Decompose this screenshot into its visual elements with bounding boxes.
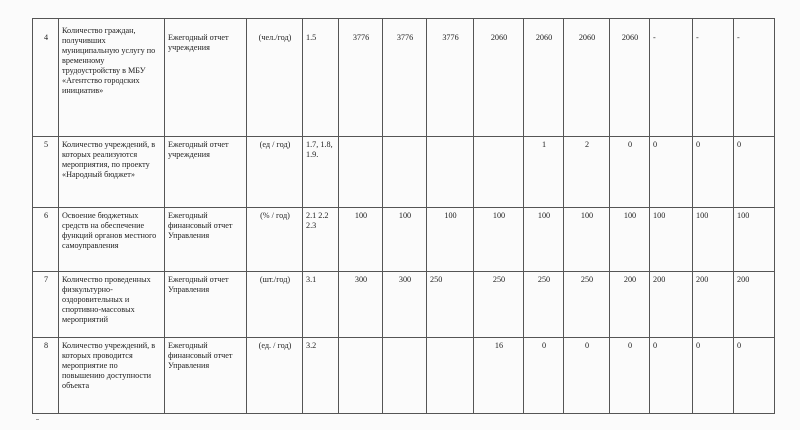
unit-of-measure: (чел./год) — [247, 19, 303, 137]
year-value: 3776 — [427, 19, 474, 137]
year-value: 300 — [339, 272, 383, 338]
year-value: 0 — [650, 137, 693, 208]
table-row — [33, 272, 775, 338]
year-value: 200 — [734, 272, 775, 338]
year-value: 0 — [693, 338, 734, 414]
year-value: 200 — [610, 272, 650, 338]
indicator-name: Освоение бюджетных средств на обеспечение функций органов местного самоуправления — [59, 208, 165, 272]
year-value: 100 — [610, 208, 650, 272]
data-source: Ежегодный отчет учреждения — [165, 137, 247, 208]
measure-reference: 1.5 — [303, 19, 339, 137]
year-value: 0 — [610, 137, 650, 208]
year-value: 0 — [650, 338, 693, 414]
year-value: 250 — [524, 272, 564, 338]
unit-of-measure: (% / год) — [247, 208, 303, 272]
row-number: 5 — [33, 137, 59, 208]
indicators-table — [32, 18, 775, 414]
year-value: 100 — [734, 208, 775, 272]
year-value: 0 — [564, 338, 610, 414]
year-value: 0 — [734, 338, 775, 414]
unit-of-measure: (ед. / год) — [247, 338, 303, 414]
data-source: Ежегодный финансовый отчет Управления — [165, 208, 247, 272]
year-value — [427, 338, 474, 414]
unit-of-measure: (шт./год) — [247, 272, 303, 338]
year-value: 0 — [524, 338, 564, 414]
year-value: 3776 — [383, 19, 427, 137]
table-row — [33, 19, 775, 137]
year-value: 100 — [650, 208, 693, 272]
year-value: 0 — [610, 338, 650, 414]
year-value: 0 — [693, 137, 734, 208]
year-value: 100 — [427, 208, 474, 272]
measure-reference: 3.1 — [303, 272, 339, 338]
year-value: 2060 — [610, 19, 650, 137]
year-value: 0 — [734, 137, 775, 208]
year-value — [383, 137, 427, 208]
year-value: 300 — [383, 272, 427, 338]
indicator-name: Количество граждан, получивших муниципальную услугу по временному трудоустройству в МБУ «Агентство городских инициатив» — [59, 19, 165, 137]
scan-speck — [36, 419, 39, 420]
year-value: 16 — [474, 338, 524, 414]
year-value: 100 — [474, 208, 524, 272]
data-source: Ежегодный финансовый отчет Управления — [165, 338, 247, 414]
data-source: Ежегодный отчет Управления — [165, 272, 247, 338]
year-value — [474, 137, 524, 208]
year-value: - — [693, 19, 734, 137]
year-value: 250 — [564, 272, 610, 338]
table-row — [33, 338, 775, 414]
year-value: 200 — [693, 272, 734, 338]
year-value: 2060 — [564, 19, 610, 137]
year-value: 2060 — [474, 19, 524, 137]
measure-reference: 2.1 2.2 2.3 — [303, 208, 339, 272]
row-number: 7 — [33, 272, 59, 338]
year-value: 100 — [693, 208, 734, 272]
year-value: 3776 — [339, 19, 383, 137]
measure-reference: 1.7, 1.8, 1.9. — [303, 137, 339, 208]
table-row — [33, 208, 775, 272]
row-number: 8 — [33, 338, 59, 414]
data-source: Ежегодный отчет учреждения — [165, 19, 247, 137]
year-value: 2060 — [524, 19, 564, 137]
year-value — [427, 137, 474, 208]
table-row — [33, 137, 775, 208]
year-value: - — [734, 19, 775, 137]
year-value: 100 — [383, 208, 427, 272]
year-value: 250 — [474, 272, 524, 338]
year-value: 100 — [524, 208, 564, 272]
indicator-name: Количество учреждений, в которых проводится мероприятие по повышению доступности объекта — [59, 338, 165, 414]
year-value: 200 — [650, 272, 693, 338]
measure-reference: 3.2 — [303, 338, 339, 414]
year-value — [383, 338, 427, 414]
indicator-name: Количество учреждений, в которых реализуются мероприятия, по проекту «Народный бюджет» — [59, 137, 165, 208]
year-value: 100 — [564, 208, 610, 272]
year-value: 1 — [524, 137, 564, 208]
indicator-name: Количество проведенных физкультурно-оздоровительных и спортивно-массовых мероприятий — [59, 272, 165, 338]
year-value: 250 — [427, 272, 474, 338]
year-value — [339, 137, 383, 208]
row-number: 4 — [33, 19, 59, 137]
row-number: 6 — [33, 208, 59, 272]
year-value: 2 — [564, 137, 610, 208]
year-value: 100 — [339, 208, 383, 272]
year-value — [339, 338, 383, 414]
year-value: - — [650, 19, 693, 137]
unit-of-measure: (ед / год) — [247, 137, 303, 208]
